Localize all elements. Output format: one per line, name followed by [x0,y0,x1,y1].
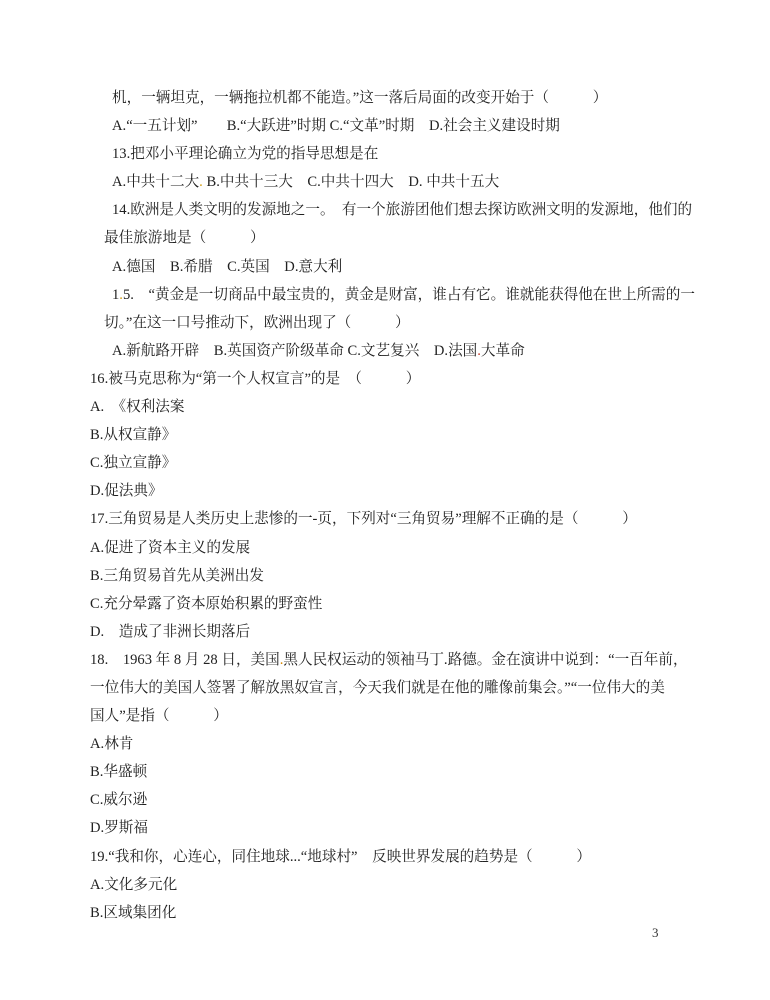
line-text: 18. 1963 年 8 月 28 日，美国 [90,651,280,668]
line-text: 5. “黄金是一切商品中最宝贵的，黄金是财富，谁占有它。谁就能获得他在世上所需的一 [122,286,695,303]
exam-line: C.威尔逊 [90,792,148,809]
exam-line: 国人”是指（ ） [90,708,228,725]
exam-line: 19.“我和你，心连心，同住地球...“地球村” 反映世界发展的趋势是（ ） [90,848,592,865]
line-text: 大革命 [480,342,525,359]
exam-line: 14.欧洲是人类文明的发源地之一。 有一个旅游团他们想去探访欧洲文明的发源地，他们的 [112,202,693,219]
exam-line: A.促进了资本主义的发展 [90,539,251,556]
exam-line: A. 《权利法案 [90,399,185,416]
exam-line: D.罗斯福 [90,820,148,837]
exam-line [90,168,705,196]
exam-line: 17.三角贸易是人类历史上悲惨的一-页，下列对“三角贸易”理解不正确的是（ ） [90,511,637,528]
spellcheck-dot: . [477,342,481,359]
exam-line: 16.被马克思称为“第一个人权宣言”的是 （ ） [90,370,421,387]
exam-line: C.独立宣静》 [90,455,177,472]
exam-line: B.华盛顿 [90,764,148,781]
exam-line: A.“一五计划” B.“大跃进”时期 C.“文革”时期 D.社会主义建设时期 [112,118,560,135]
exam-line: A.林肯 [90,736,134,753]
exam-line: B.区域集团化 [90,904,177,921]
exam-line: 13.把邓小平理论确立为党的指导思想是在 [112,146,379,163]
exam-line [90,337,705,365]
line-text: 黑人民权运动的领袖马丁.路德。金在演讲中说到：“一百年前， [283,651,688,668]
exam-line [90,281,705,309]
exam-line [90,646,705,674]
exam-line: C.充分晕露了资本原始积累的野蛮性 [90,595,323,612]
spellcheck-dot: . [279,651,284,668]
page-number: 3 [652,925,659,940]
exam-line: B.三角贸易首先从美洲出发 [90,567,264,584]
exam-line: B.从权宣静》 [90,427,177,444]
exam-line: A.德国 B.希腊 C.英国 D.意大利 [112,258,343,275]
exam-document [90,84,705,927]
line-text: B.中共十三大 C.中共十四大 D. 中共十五大 [202,174,500,191]
exam-line: 一位伟大的美国人签署了解放黑奴宣言，今天我们就是在他的雕像前集会。”“一位伟大的美 [90,679,665,696]
exam-line: 机，一辆坦克，一辆拖拉机都不能造。”这一落后局面的改变开始于（ ） [112,90,608,106]
line-text: A.中共十二大 [112,174,200,191]
exam-line: 最佳旅游地是（ ） [104,230,265,247]
exam-line: A.文化多元化 [90,876,178,893]
exam-line: D.促法典》 [90,483,163,500]
exam-line: D. 造成了非洲长期落后 [90,623,251,640]
line-text: 1 [112,286,120,303]
spellcheck-dot: . [119,286,123,303]
exam-line: 切。”在这一口号推动下，欧洲出现了（ ） [104,314,410,331]
spellcheck-dot: . [199,174,203,191]
line-text: A.新航路开辟 B.英国资产阶级革命 C.文艺复兴 D.法国 [112,342,478,359]
